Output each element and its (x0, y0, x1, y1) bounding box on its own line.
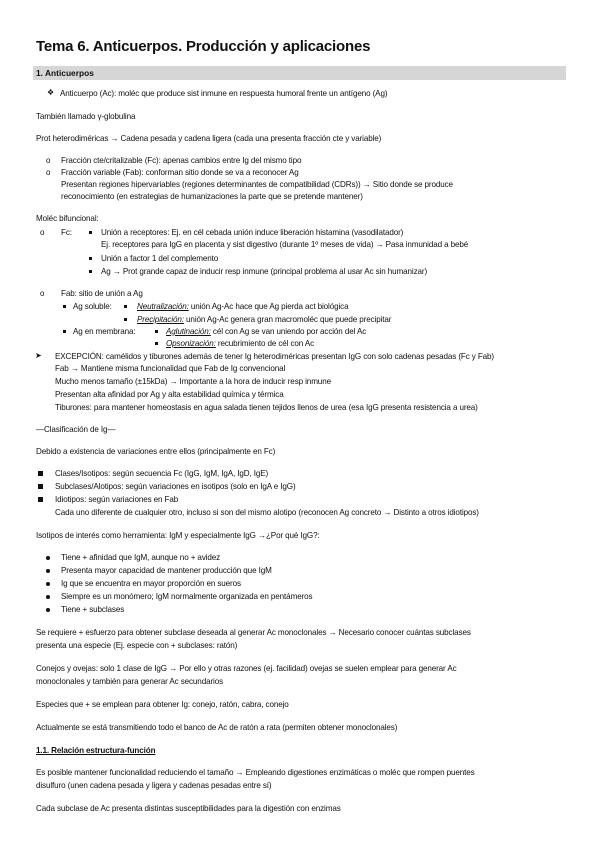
square-bullet-icon (89, 231, 92, 234)
square-bullet-icon (124, 318, 127, 321)
square-bullet-icon (124, 305, 127, 308)
text-line: Tiene + afinidad que IgM, aunque no + avidez (61, 553, 221, 562)
text-line: disulfuro (unen cadena pesada y ligera y cadenas pesadas entre sí) (36, 781, 272, 790)
text-line: Ig que se encuentra en mayor proporción en sueros (61, 579, 241, 588)
text-line: Mucho menos tamaño (±15kDa) → Importante a la hora de inducir resp inmune (55, 377, 331, 386)
term-label: Aglutinación: (166, 327, 211, 336)
text-line: Ag en membrana: (73, 327, 136, 336)
dot-bullet-icon (46, 595, 50, 599)
square-bullet-icon (155, 330, 158, 333)
diamond-bullet-icon: ❖ (47, 88, 55, 97)
text-line: Tiburones: para mantener homeostasis en agua salada tienen tejidos llenos de urea (esa IgG presenta resistencia a urea) (55, 403, 478, 412)
square-bullet-icon (38, 497, 43, 502)
text-line: Cada uno diferente de cualquier otro, incluso si son del mismo alotipo (reconocen Ag concreto → Distinto a otros idiotipos) (55, 508, 479, 517)
section-header-bar (33, 66, 566, 80)
section-heading: 1.1. Relación estructura-función (36, 746, 156, 755)
text-line: Fracción variable (Fab): conforman sitio donde se va a reconocer Ag (61, 168, 299, 177)
circle-bullet-icon: o (46, 156, 51, 165)
square-bullet-icon (38, 484, 43, 489)
text-line: Fracción cte/critalizable (Fc): apenas cambios entre Ig del mismo tipo (61, 156, 302, 165)
text-line (137, 315, 391, 325)
text-line: Anticuerpo (Ac): moléc que produce sist inmune en respuesta humoral frente un antígeno (Ag) (60, 89, 388, 98)
text-line: Actualmente se está transmitiendo todo el banco de Ac de ratón a rata (permiten obtener monoclonales) (36, 723, 398, 732)
text-line: Especies que + se emplean para obtener Ig: conejo, ratón, cabra, conejo (36, 700, 289, 709)
text-line: reconocimiento (en estrategias de humanizaciones la parte que se pretende mantener) (61, 192, 363, 201)
term-label: Opsonización: (166, 339, 216, 348)
square-bullet-icon (89, 257, 92, 260)
dot-bullet-icon (46, 556, 50, 560)
text-line: Moléc bifuncional: (36, 214, 99, 223)
text-line: Presentan regiones hipervariables (regiones determinantes de compatibilidad (CDRs)) → Sitio donde se produce (61, 180, 453, 189)
term-def: unión Ag-Ac hace que Ag pierda act biológica (188, 302, 349, 311)
text-line: Se requiere + esfuerzo para obtener subclase deseada al generar Ac monoclonales → Necesario conocer cuántas subclases (36, 628, 471, 637)
text-line: Idiotipos: según variaciones en Fab (55, 495, 179, 504)
term-def: unión Ag-Ac genera gran macromoléc que puede precipitar (183, 315, 392, 324)
text-line: Conejos y ovejas: solo 1 clase de IgG → Por ello y otras razones (ej. facilidad) ovejas se suelen emplear para generar Ac (36, 664, 457, 673)
square-bullet-icon (155, 342, 158, 345)
circle-bullet-icon: o (40, 289, 45, 298)
term-label: Neutralización: (137, 302, 189, 311)
section-heading: 1. Anticuerpos (36, 68, 94, 78)
text-line (137, 302, 348, 312)
text-line (166, 327, 366, 337)
text-line: También llamado γ-globulina (36, 112, 136, 121)
text-line: Debido a existencia de variaciones entre ellos (principalmente en Fc) (36, 447, 276, 456)
dot-bullet-icon (46, 582, 50, 586)
page-title: Tema 6. Anticuerpos. Producción y aplicaciones (36, 38, 371, 55)
text-line: Fc: (61, 228, 72, 237)
text-line: Cada subclase de Ac presenta distintas susceptibilidades para la digestión con enzimas (36, 804, 341, 813)
text-line: Ej. receptores para IgG en placenta y sist digestivo (durante 1º meses de vida) → Pasa inmunidad a bebé (101, 240, 469, 249)
text-line: monoclonales y también para generar Ac secundarios (36, 677, 224, 686)
dot-bullet-icon (46, 569, 50, 573)
subheading: —Clasificación de Ig— (36, 425, 116, 434)
term-label: Precipitación: (137, 315, 184, 324)
text-line (166, 339, 314, 349)
text-line: Isotipos de interés como herramienta: IgM y especialmente IgG →¿Por qué IgG?: (36, 531, 320, 540)
text-line: Ag soluble: (73, 302, 112, 311)
term-def: cél con Ag se van uniendo por acción del Ac (210, 327, 367, 336)
text-line: Siempre es un monómero; IgM normalmente organizada en pentámeros (61, 592, 313, 601)
text-line: Prot heterodiméricas → Cadena pesada y cadena ligera (cada una presenta fracción cte y variable) (36, 134, 382, 143)
dot-bullet-icon (46, 608, 50, 612)
text-line: Subclases/Alotipos: según variaciones en isotipos (solo en IgA e IgG) (55, 482, 296, 491)
text-line: Unión a receptores: Ej. en cél cebada unión induce liberación histamina (vasodilatador) (101, 228, 404, 237)
square-bullet-icon (63, 305, 66, 308)
text-line: Es posible mantener funcionalidad reduciendo el tamaño → Empleando digestiones enzimáticas o moléc que rompen puentes (36, 768, 475, 777)
text-line: Fab → Mantiene misma funcionalidad que Fab de Ig convencional (55, 364, 286, 373)
text-line: Unión a factor 1 del complemento (101, 254, 219, 263)
text-line: Presentan alta afinidad por Ag y alta estabilidad química y térmica (55, 390, 284, 399)
text-line: presenta una especie (Ej. especie con + subclases: ratón) (36, 641, 238, 650)
text-line: EXCEPCIÓN: camélidos y tiburones además de tener Ig heterodiméricas presentan IgG con solo cadenas pesadas (Fc y Fab) (55, 352, 494, 361)
text-line: Fab: sitio de unión a Ag (61, 289, 143, 298)
text-line: Presenta mayor capacidad de mantener producción que IgM (61, 566, 272, 575)
arrow-bullet-icon: ➤ (35, 351, 42, 360)
circle-bullet-icon: o (40, 228, 45, 237)
text-line: Ag → Prot grande capaz de inducir resp inmune (principal problema al usar Ac sin humanizar) (101, 267, 428, 276)
circle-bullet-icon: o (46, 168, 51, 177)
square-bullet-icon (38, 471, 43, 476)
term-def: recubrimiento de cél con Ac (215, 339, 315, 348)
text-line: Clases/Isotipos: según secuencia Fc (IgG, IgM, IgA, IgD, IgE) (55, 469, 269, 478)
square-bullet-icon (63, 330, 66, 333)
text-line: Tiene + subclases (61, 605, 125, 614)
square-bullet-icon (89, 270, 92, 273)
